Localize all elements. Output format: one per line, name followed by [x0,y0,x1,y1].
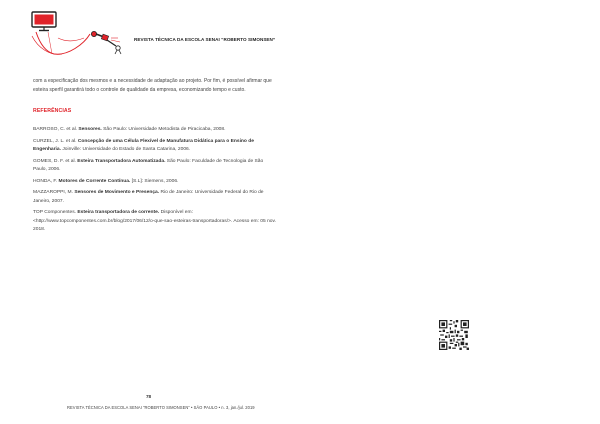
reference-item: HONDA, F. Motores de Corrente Contínua. [S.L]: Siemens, 2006. [33,178,179,184]
reference-item: GOMES, D. F. et al. Esteira Transportadora Automatizada. São Paulo: Faculdade de Tecnologia de São Paulo, 2006. [33,158,264,172]
references-heading: REFERÊNCIAS [33,108,72,114]
references-list [33,126,278,238]
running-footer: REVISTA TÉCNICA DA ESCOLA SENAI “ROBERTO SIMONSEN” • SÃO PAULO • n. 3, jan./jul. 2019 [67,405,255,410]
reference-item: BARROSO, C. et al. Sensores. São Paulo: Universidade Metodista de Piracicaba, 2008. [33,127,226,132]
qr-code-icon[interactable] [439,320,469,350]
journal-title: REVISTA TÉCNICA DA ESCOLA SENAI “ROBERTO SIMONSEN” [134,37,276,42]
journal-logo-icon [28,8,132,60]
body-paragraph: com a especificação dos mesmos e a necessidade de adaptação ao projeto. Por fim, é possível afirmar que esteira sperfil garantirá todo o controle de qualidade da empresa, economizando tempo e custo. [33,78,272,93]
reference-item: CURZEL, J. L. et al. Concepção de uma Célula Flexível de Manufatura Didática para o Ensino de Engenharia. Joinville: Universidade do Estado de Santa Catarina, 2006. [33,138,254,152]
reference-item: MAZZAROPPI, M. Sensores de Movimento e Presença. Rio de Janeiro: Universidade Federal do Rio de Janeiro, 2007. [33,190,264,204]
page-number: 78 [146,394,152,399]
reference-item[interactable]: TOP Componentes. Esteira transportadora de corrente. Disponível em: <http://www.topcomponentes.com.br/blog/2017/06/12/o-que-sao-esteiras-transportadoras/>. Acesso em: 05 nov. 2018. [33,210,276,232]
